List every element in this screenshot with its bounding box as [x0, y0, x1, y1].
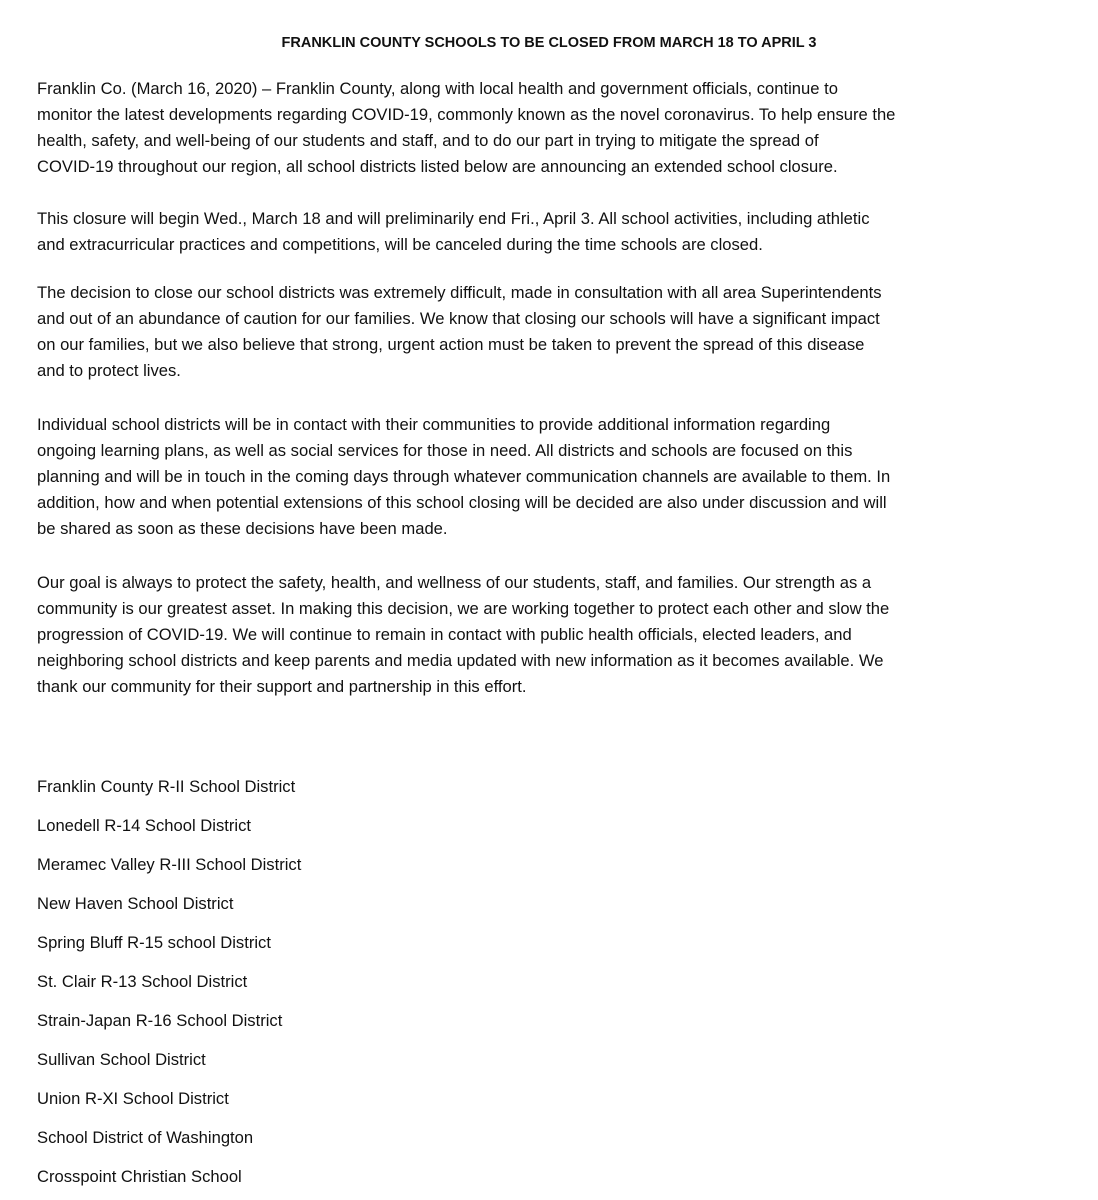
paragraph-3-line: on our families, but we also believe that strong, urgent action must be taken to prevent the spread of this disease: [37, 335, 865, 354]
paragraph-3-line: and out of an abundance of caution for our families. We know that closing our schools will have a significant impact: [37, 309, 880, 328]
district-list-item: Spring Bluff R-15 school District: [37, 933, 271, 952]
district-list-item: Strain-Japan R-16 School District: [37, 1011, 283, 1030]
paragraph-4-line: ongoing learning plans, as well as social services for those in need. All districts and schools are focused on this: [37, 441, 853, 460]
paragraph-4-line: Individual school districts will be in contact with their communities to provide additional information regarding: [37, 415, 831, 434]
paragraph-5-line: community is our greatest asset. In making this decision, we are working together to protect each other and slow the: [37, 599, 890, 618]
district-list-item: Union R-XI School District: [37, 1089, 229, 1108]
district-list-item: Sullivan School District: [37, 1050, 206, 1069]
paragraph-4-line: be shared as soon as these decisions have been made.: [37, 519, 448, 538]
paragraph-4-line: planning and will be in touch in the coming days through whatever communication channels are available to them. In: [37, 467, 891, 486]
document-title: FRANKLIN COUNTY SCHOOLS TO BE CLOSED FROM MARCH 18 TO APRIL 3: [281, 35, 817, 51]
district-list-item: Franklin County R-II School District: [37, 777, 296, 796]
district-list-item: Crosspoint Christian School: [37, 1167, 242, 1186]
paragraph-4-line: addition, how and when potential extensions of this school closing will be decided are also under discussion and will: [37, 493, 887, 512]
district-list-item: New Haven School District: [37, 894, 234, 913]
paragraph-1-line: health, safety, and well-being of our students and staff, and to do our part in trying to mitigate the spread of: [37, 131, 819, 150]
district-list-item: School District of Washington: [37, 1128, 254, 1147]
district-list-item: Meramec Valley R-III School District: [37, 855, 302, 874]
paragraph-1-line: monitor the latest developments regarding COVID-19, commonly known as the novel coronavirus. To help ensure the: [37, 105, 896, 124]
paragraph-5-line: thank our community for their support and partnership in this effort.: [37, 677, 527, 696]
district-list-item: Lonedell R-14 School District: [37, 816, 251, 835]
paragraph-5-line: neighboring school districts and keep parents and media updated with new information as it becomes available. We: [37, 651, 884, 670]
paragraph-5-line: progression of COVID-19. We will continue to remain in contact with public health officials, elected leaders, and: [37, 625, 852, 644]
paragraph-3-line: and to protect lives.: [37, 361, 181, 380]
paragraph-2-line: This closure will begin Wed., March 18 and will preliminarily end Fri., April 3. All school activities, including athletic: [37, 209, 870, 228]
paragraph-3-line: The decision to close our school districts was extremely difficult, made in consultation with all area Superintendents: [37, 283, 882, 302]
paragraph-1-line: Franklin Co. (March 16, 2020) – Franklin County, along with local health and government officials, continue to: [37, 79, 838, 98]
district-list-item: St. Clair R-13 School District: [37, 972, 248, 991]
paragraph-1-line: COVID-19 throughout our region, all school districts listed below are announcing an extended school closure.: [37, 157, 838, 176]
paragraph-5-line: Our goal is always to protect the safety, health, and wellness of our students, staff, and families. Our strength as a: [37, 573, 872, 592]
paragraph-2-line: and extracurricular practices and competitions, will be canceled during the time schools are closed.: [37, 235, 763, 254]
